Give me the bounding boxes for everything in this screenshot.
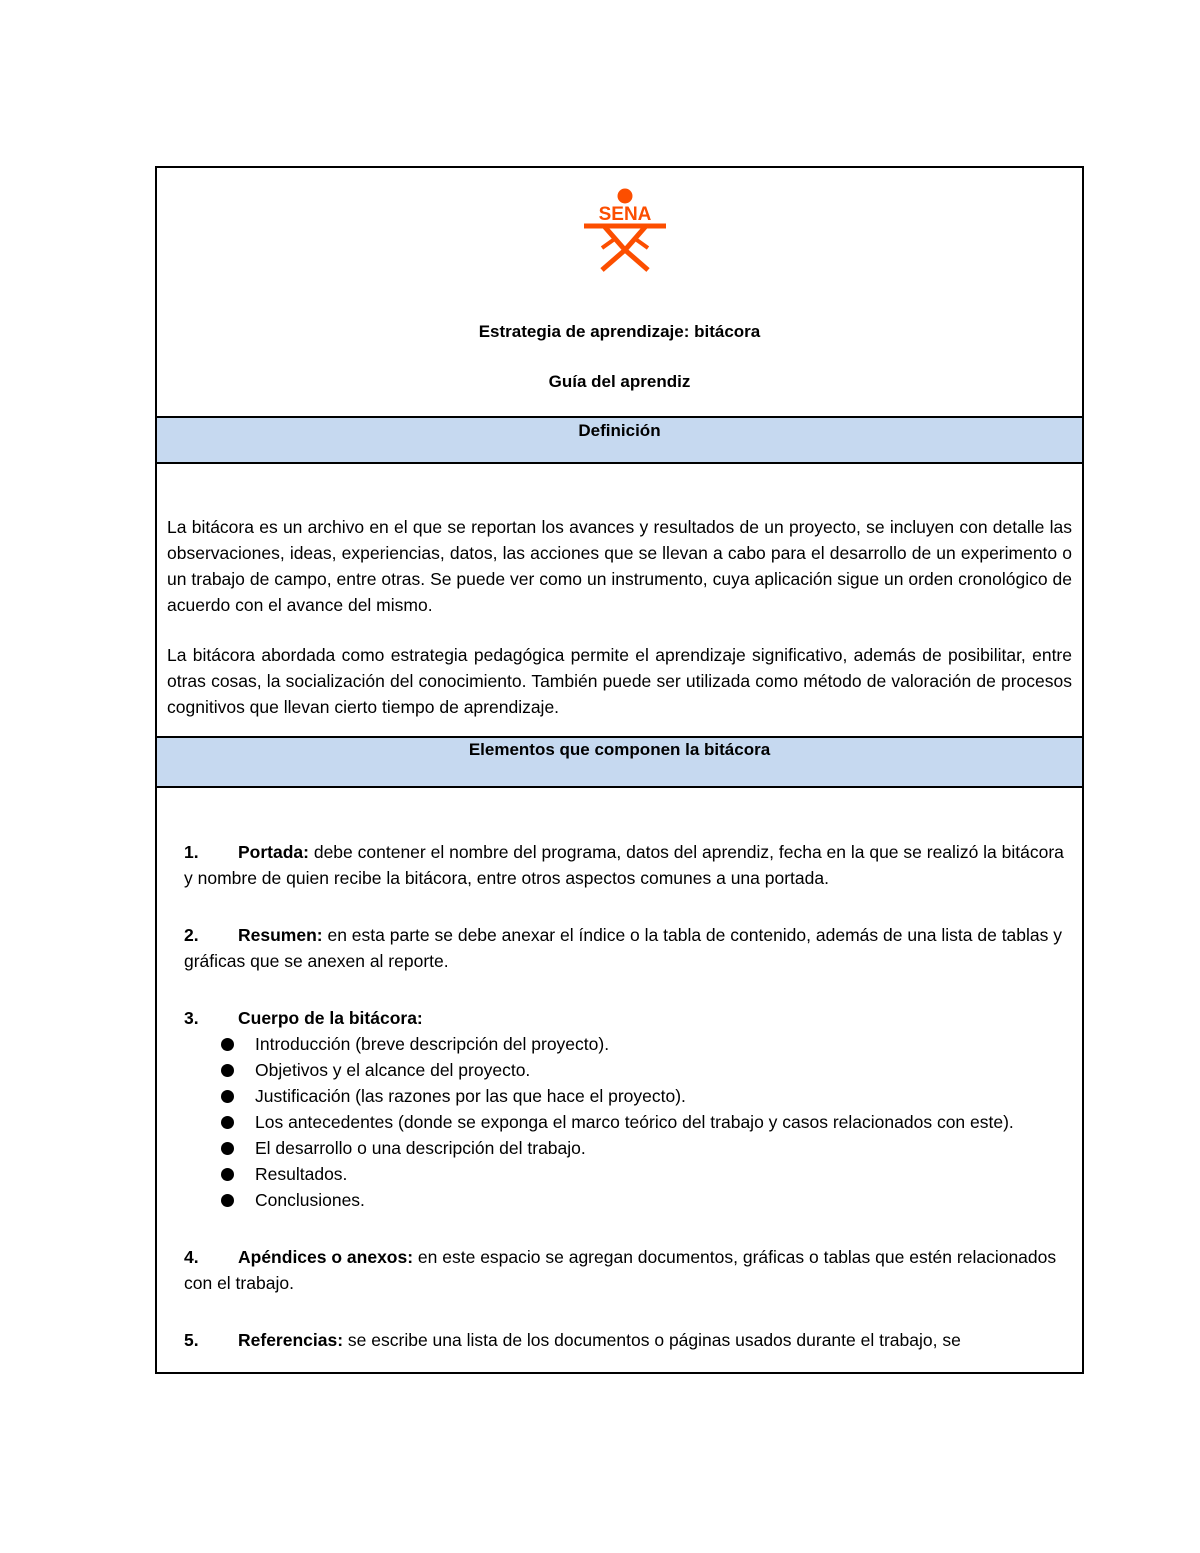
item-text: debe contener el nombre del programa, datos del aprendiz, fecha en la que se realizó la bitácora y nombre de quien recibe la bitácora, entre otros aspectos comunes a una portada. bbox=[184, 842, 1064, 888]
elements-heading: Elementos que componen la bitácora bbox=[157, 738, 1082, 788]
list-item: Introducción (breve descripción del proyecto). bbox=[184, 1031, 1064, 1057]
bullet-icon bbox=[221, 1064, 234, 1077]
item-number: 4. bbox=[184, 1247, 199, 1267]
document-table bbox=[155, 166, 1084, 1374]
bullet-icon bbox=[221, 1116, 234, 1129]
item-number: 5. bbox=[184, 1330, 199, 1350]
body-bullet-list bbox=[184, 1031, 1064, 1213]
list-item: Conclusiones. bbox=[184, 1187, 1064, 1213]
item-label: Resumen: bbox=[238, 925, 323, 945]
item-number: 1. bbox=[184, 842, 199, 862]
logo-text: SENA bbox=[598, 204, 652, 225]
bullet-icon bbox=[221, 1142, 234, 1155]
item-text: en esta parte se debe anexar el índice o la tabla de contenido, además de una lista de tablas y gráficas que se anexen al reporte. bbox=[184, 925, 1063, 971]
element-item-apendices bbox=[184, 1244, 1064, 1296]
definition-paragraph: La bitácora abordada como estrategia pedagógica permite el aprendizaje significativo, además de posibilitar, entre otras cosas, la socialización del conocimiento. También puede ser utilizada como método de valoración de procesos cognitivos que llevan cierto tiempo de aprendizaje. bbox=[167, 645, 1072, 717]
element-item-cuerpo bbox=[184, 1005, 1064, 1031]
list-item: Resultados. bbox=[184, 1161, 1064, 1187]
elements-cell bbox=[157, 788, 1082, 1353]
bullet-icon bbox=[221, 1090, 234, 1103]
item-number: 3. bbox=[184, 1008, 199, 1028]
document-title: Estrategia de aprendizaje: bitácora bbox=[478, 322, 761, 341]
list-item: Objetivos y el alcance del proyecto. bbox=[184, 1057, 1064, 1083]
list-item: Los antecedentes (donde se exponga el marco teórico del trabajo y casos relacionados con este). bbox=[184, 1109, 1064, 1135]
bullet-icon bbox=[221, 1168, 234, 1181]
item-number: 2. bbox=[184, 925, 199, 945]
definition-paragraph: La bitácora es un archivo en el que se reportan los avances y resultados de un proyecto, se incluyen con detalle las observaciones, ideas, experiencias, datos, las acciones que se llevan a cabo para el desarrollo de un experimento o un trabajo de campo, entre otras. Se puede ver como un instrumento, cuya aplicación sigue un orden cronológico de acuerdo con el avance del mismo. bbox=[167, 517, 1072, 615]
definition-heading: Definición bbox=[157, 418, 1082, 464]
bullet-icon bbox=[221, 1038, 234, 1051]
element-item-portada bbox=[184, 839, 1064, 891]
item-text: en este espacio se agregan documentos, gráficas o tablas que estén relacionados con el trabajo. bbox=[184, 1247, 1057, 1293]
list-item: El desarrollo o una descripción del trabajo. bbox=[184, 1135, 1064, 1161]
list-item: Justificación (las razones por las que hace el proyecto). bbox=[184, 1083, 1064, 1109]
item-label: Referencias: bbox=[238, 1330, 344, 1350]
definition-cell bbox=[157, 464, 1082, 738]
item-label: Portada: bbox=[238, 842, 309, 862]
bullet-icon bbox=[221, 1194, 234, 1207]
item-label: Cuerpo de la bitácora: bbox=[238, 1008, 423, 1028]
item-text: se escribe una lista de los documentos o páginas usados durante el trabajo, se bbox=[343, 1330, 961, 1350]
item-label: Apéndices o anexos: bbox=[238, 1247, 414, 1267]
document-subtitle: Guía del aprendiz bbox=[548, 372, 691, 391]
header-cell bbox=[157, 168, 1082, 418]
logo-head bbox=[618, 189, 633, 204]
element-item-resumen bbox=[184, 922, 1064, 974]
sena-logo bbox=[582, 188, 668, 274]
element-item-referencias bbox=[184, 1327, 1064, 1353]
